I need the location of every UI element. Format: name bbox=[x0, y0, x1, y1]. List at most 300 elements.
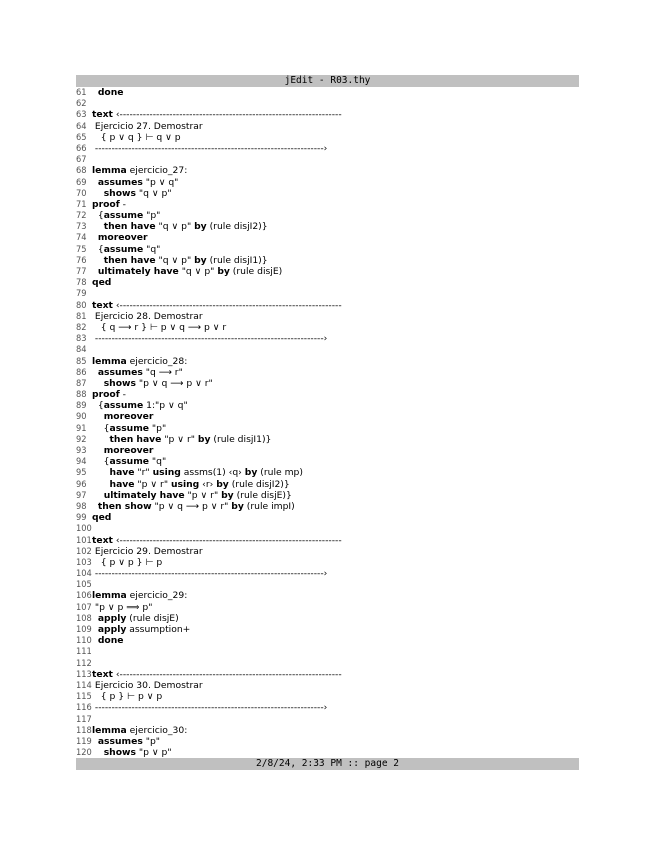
keyword: assume bbox=[103, 210, 144, 222]
code-line bbox=[76, 646, 579, 657]
line-number: 87 bbox=[76, 377, 87, 389]
code-text bbox=[92, 624, 579, 635]
code-segment: "q ∨ p" bbox=[155, 254, 195, 266]
code-line bbox=[76, 590, 579, 601]
code-segment: { q ⟶ r } ⊢ p ∨ q ⟶ p ∨ r bbox=[92, 321, 227, 333]
code-segment: (rule disjE) bbox=[229, 266, 283, 277]
code-segment: ‹------------------------------------------------------------------- bbox=[112, 109, 342, 121]
code-segment: "p ∨ r" bbox=[161, 433, 198, 445]
code-segment: (rule disjI1)} bbox=[210, 433, 272, 445]
code-segment bbox=[92, 434, 110, 445]
code-line bbox=[76, 266, 579, 277]
keyword: proof bbox=[92, 198, 120, 210]
line-number: 102 bbox=[76, 545, 92, 557]
line-number: 64 bbox=[76, 120, 87, 132]
code-line bbox=[76, 221, 579, 232]
code-segment: { p ∨ q } ⊢ q ∨ p bbox=[92, 131, 181, 143]
code-segment bbox=[92, 221, 104, 232]
code-line bbox=[76, 188, 579, 199]
code-text bbox=[92, 568, 579, 579]
line-number: 83 bbox=[76, 333, 87, 345]
code-segment bbox=[92, 490, 104, 501]
code-line bbox=[76, 411, 579, 422]
keyword: text bbox=[92, 299, 113, 311]
keyword: moreover bbox=[97, 232, 148, 244]
line-number: 103 bbox=[76, 556, 92, 568]
keyword: by bbox=[217, 266, 230, 277]
line-number: 111 bbox=[76, 646, 92, 658]
code-segment: "q ∨ p" bbox=[135, 187, 172, 199]
keyword: qed bbox=[92, 277, 112, 289]
line-number: 74 bbox=[76, 232, 87, 244]
line-number: 67 bbox=[76, 154, 87, 166]
line-number: 99 bbox=[76, 512, 87, 524]
code-segment: { p ∨ p } ⊢ p bbox=[92, 556, 163, 568]
code-line bbox=[76, 87, 579, 98]
code-text bbox=[92, 210, 579, 221]
page-header: jEdit - R03.thy bbox=[76, 75, 579, 87]
keyword: proof bbox=[92, 389, 120, 401]
code-line bbox=[76, 333, 579, 344]
line-number: 100 bbox=[76, 523, 92, 535]
keyword: shows bbox=[103, 377, 136, 389]
keyword: using bbox=[152, 467, 181, 479]
line-number: 92 bbox=[76, 433, 87, 445]
code-segment: - bbox=[119, 389, 126, 401]
code-line bbox=[76, 725, 579, 736]
code-line bbox=[76, 423, 579, 434]
code-listing bbox=[76, 87, 579, 758]
line-number: 105 bbox=[76, 579, 92, 591]
keyword: apply bbox=[97, 612, 127, 624]
code-text bbox=[92, 277, 579, 288]
code-line bbox=[76, 501, 579, 512]
line-number: 71 bbox=[76, 198, 87, 210]
code-text bbox=[92, 535, 579, 546]
code-segment bbox=[92, 188, 104, 199]
code-line bbox=[76, 210, 579, 221]
line-number: 61 bbox=[76, 87, 87, 98]
code-segment: - bbox=[119, 198, 126, 210]
code-segment: ---------------------------------------------------------------------› bbox=[92, 702, 328, 714]
code-text bbox=[92, 501, 579, 512]
code-text bbox=[92, 344, 579, 355]
code-line bbox=[76, 546, 579, 557]
code-line bbox=[76, 400, 579, 411]
keyword: lemma bbox=[92, 724, 127, 736]
code-segment bbox=[92, 255, 104, 266]
code-line bbox=[76, 658, 579, 669]
code-segment: "q" bbox=[149, 456, 167, 468]
code-segment: ---------------------------------------------------------------------› bbox=[92, 142, 328, 154]
code-line bbox=[76, 109, 579, 120]
code-line bbox=[76, 98, 579, 109]
page-footer: 2/8/24, 2:33 PM :: page 2 bbox=[76, 758, 579, 770]
code-segment: "q ⟶ r" bbox=[142, 366, 183, 378]
code-line bbox=[76, 255, 579, 266]
code-line bbox=[76, 479, 579, 490]
keyword: assume bbox=[109, 422, 150, 434]
code-text bbox=[92, 411, 579, 422]
code-text bbox=[92, 490, 579, 501]
keyword: then show bbox=[97, 500, 152, 512]
code-text bbox=[92, 680, 579, 691]
keyword: using bbox=[170, 478, 200, 490]
code-segment: "p" bbox=[143, 210, 161, 222]
line-number: 96 bbox=[76, 478, 87, 490]
code-segment: "q ∨ p" bbox=[155, 221, 195, 233]
line-number: 86 bbox=[76, 366, 87, 378]
line-number: 81 bbox=[76, 310, 87, 322]
line-number: 114 bbox=[76, 679, 92, 691]
line-number: 69 bbox=[76, 176, 87, 188]
line-number: 120 bbox=[76, 747, 92, 759]
line-number: 106 bbox=[76, 590, 92, 602]
code-line bbox=[76, 244, 579, 255]
keyword: lemma bbox=[92, 165, 127, 177]
code-segment: ‹r› bbox=[199, 478, 217, 490]
line-number: 119 bbox=[76, 735, 92, 747]
keyword: text bbox=[92, 109, 113, 121]
code-segment: { p } ⊢ p ∨ p bbox=[92, 691, 163, 703]
code-text bbox=[92, 602, 579, 613]
code-text bbox=[92, 512, 579, 523]
line-number: 109 bbox=[76, 624, 92, 635]
code-line bbox=[76, 568, 579, 579]
code-segment bbox=[92, 411, 104, 422]
code-text bbox=[92, 479, 579, 490]
code-text bbox=[92, 87, 579, 98]
code-text bbox=[92, 165, 579, 176]
code-segment: "p" bbox=[142, 735, 161, 747]
code-segment: ‹------------------------------------------------------------------- bbox=[112, 299, 342, 311]
line-number: 85 bbox=[76, 355, 87, 367]
code-text bbox=[92, 288, 579, 299]
code-line bbox=[76, 165, 579, 176]
keyword: shows bbox=[103, 747, 136, 759]
code-segment: (rule disjI2)} bbox=[228, 478, 290, 490]
line-number: 80 bbox=[76, 299, 87, 311]
code-line bbox=[76, 624, 579, 635]
code-line bbox=[76, 277, 579, 288]
code-line bbox=[76, 535, 579, 546]
code-line bbox=[76, 232, 579, 243]
code-segment: "p" bbox=[149, 422, 167, 434]
code-text bbox=[92, 635, 579, 646]
code-line bbox=[76, 367, 579, 378]
code-segment: "p ∨ p ⟹ p" bbox=[92, 601, 153, 613]
code-line bbox=[76, 747, 579, 758]
code-segment bbox=[92, 479, 110, 490]
line-number: 73 bbox=[76, 221, 87, 233]
code-segment bbox=[92, 445, 104, 456]
code-line bbox=[76, 669, 579, 680]
keyword: assumes bbox=[97, 735, 143, 747]
code-segment: (rule disjE) bbox=[126, 612, 179, 624]
code-text bbox=[92, 725, 579, 736]
code-segment: ---------------------------------------------------------------------› bbox=[92, 333, 328, 345]
keyword: text bbox=[92, 534, 113, 546]
line-number: 117 bbox=[76, 713, 92, 725]
code-segment: { bbox=[92, 243, 104, 255]
code-segment: Ejercicio 29. Demostrar bbox=[92, 545, 203, 557]
keyword: assumes bbox=[97, 176, 143, 188]
line-number: 90 bbox=[76, 411, 87, 423]
line-number: 107 bbox=[76, 601, 92, 613]
code-line bbox=[76, 691, 579, 702]
keyword: then have bbox=[109, 433, 162, 445]
code-segment: "q" bbox=[143, 243, 161, 255]
code-segment: { bbox=[92, 422, 110, 434]
code-text bbox=[92, 121, 579, 132]
code-line bbox=[76, 154, 579, 165]
keyword: ultimately have bbox=[103, 489, 185, 501]
code-segment: "p ∨ q ⟶ p ∨ r" bbox=[151, 500, 232, 512]
code-line bbox=[76, 445, 579, 456]
line-number: 112 bbox=[76, 657, 92, 669]
keyword: shows bbox=[103, 187, 136, 199]
code-line bbox=[76, 311, 579, 322]
keyword: by bbox=[216, 478, 229, 490]
line-number: 66 bbox=[76, 142, 87, 154]
code-line bbox=[76, 300, 579, 311]
code-segment: "q ∨ p" bbox=[178, 266, 218, 277]
code-line bbox=[76, 344, 579, 355]
code-text bbox=[92, 255, 579, 266]
code-segment: (rule mp) bbox=[257, 467, 303, 479]
code-text bbox=[92, 356, 579, 367]
line-number: 91 bbox=[76, 422, 87, 434]
line-number: 62 bbox=[76, 98, 87, 110]
keyword: done bbox=[97, 635, 124, 647]
code-segment: Ejercicio 27. Demostrar bbox=[92, 120, 203, 132]
line-number: 93 bbox=[76, 445, 87, 456]
keyword: assumes bbox=[97, 366, 143, 378]
code-text bbox=[92, 590, 579, 601]
code-line bbox=[76, 434, 579, 445]
code-segment bbox=[92, 467, 110, 478]
line-number: 77 bbox=[76, 266, 87, 277]
line-number: 70 bbox=[76, 187, 87, 199]
code-line bbox=[76, 143, 579, 154]
code-line bbox=[76, 635, 579, 646]
code-line bbox=[76, 132, 579, 143]
code-segment: ejercicio_29: bbox=[126, 590, 188, 602]
code-line bbox=[76, 523, 579, 534]
code-text bbox=[92, 669, 579, 680]
code-text bbox=[92, 333, 579, 344]
code-line bbox=[76, 389, 579, 400]
line-number: 95 bbox=[76, 467, 87, 479]
code-segment: "p ∨ r" bbox=[134, 478, 171, 490]
code-line bbox=[76, 378, 579, 389]
code-line bbox=[76, 512, 579, 523]
keyword: apply bbox=[97, 624, 127, 635]
line-number: 101 bbox=[76, 534, 92, 546]
code-segment: Ejercicio 30. Demostrar bbox=[92, 679, 203, 691]
code-text bbox=[92, 434, 579, 445]
code-text bbox=[92, 143, 579, 154]
printed-page bbox=[76, 75, 579, 770]
line-number: 72 bbox=[76, 210, 87, 222]
code-text bbox=[92, 445, 579, 456]
keyword: moreover bbox=[103, 445, 154, 456]
line-number: 82 bbox=[76, 321, 87, 333]
line-number: 108 bbox=[76, 612, 92, 624]
code-segment: "p ∨ r" bbox=[184, 489, 222, 501]
code-segment: ejercicio_30: bbox=[126, 724, 188, 736]
keyword: then have bbox=[103, 221, 156, 233]
keyword: qed bbox=[92, 512, 112, 524]
code-segment: ‹------------------------------------------------------------------- bbox=[112, 668, 342, 680]
line-number: 65 bbox=[76, 131, 87, 143]
code-text bbox=[92, 199, 579, 210]
keyword: have bbox=[109, 467, 135, 479]
line-number: 110 bbox=[76, 635, 92, 647]
code-segment: ejercicio_28: bbox=[126, 355, 188, 367]
line-number: 104 bbox=[76, 568, 92, 580]
line-number: 115 bbox=[76, 691, 92, 703]
line-number: 75 bbox=[76, 243, 87, 255]
code-segment: assms(1) ‹q› bbox=[180, 467, 245, 479]
code-text bbox=[92, 736, 579, 747]
code-segment: { bbox=[92, 400, 104, 412]
code-text bbox=[92, 579, 579, 590]
code-segment: ejercicio_27: bbox=[126, 165, 188, 177]
code-text bbox=[92, 658, 579, 669]
code-line bbox=[76, 490, 579, 501]
code-line bbox=[76, 356, 579, 367]
keyword: done bbox=[97, 87, 124, 98]
code-line bbox=[76, 579, 579, 590]
keyword: by bbox=[194, 221, 207, 233]
keyword: ultimately have bbox=[97, 266, 179, 277]
keyword: by bbox=[221, 489, 234, 501]
code-text bbox=[92, 311, 579, 322]
code-text bbox=[92, 557, 579, 568]
line-number: 113 bbox=[76, 668, 92, 680]
code-segment: (rule impI) bbox=[243, 500, 295, 512]
code-text bbox=[92, 389, 579, 400]
line-number: 68 bbox=[76, 165, 87, 177]
code-line bbox=[76, 557, 579, 568]
code-text bbox=[92, 177, 579, 188]
code-segment bbox=[92, 378, 104, 389]
code-text bbox=[92, 456, 579, 467]
code-line bbox=[76, 702, 579, 713]
code-segment: ---------------------------------------------------------------------› bbox=[92, 568, 328, 580]
code-text bbox=[92, 132, 579, 143]
code-line bbox=[76, 714, 579, 725]
code-segment: (rule disjI1)} bbox=[206, 254, 268, 266]
line-number: 88 bbox=[76, 389, 87, 401]
code-text bbox=[92, 702, 579, 713]
code-text bbox=[92, 221, 579, 232]
code-segment: "p ∨ q" bbox=[142, 176, 179, 188]
keyword: by bbox=[231, 500, 244, 512]
keyword: assume bbox=[103, 243, 144, 255]
keyword: assume bbox=[103, 400, 144, 412]
code-text bbox=[92, 646, 579, 657]
code-text bbox=[92, 691, 579, 702]
code-text bbox=[92, 613, 579, 624]
code-line bbox=[76, 602, 579, 613]
code-segment: { bbox=[92, 210, 104, 222]
code-segment: (rule disjI2)} bbox=[206, 221, 268, 233]
keyword: text bbox=[92, 668, 113, 680]
code-text bbox=[92, 523, 579, 534]
keyword: by bbox=[194, 254, 207, 266]
code-segment: 1:"p ∨ q" bbox=[143, 400, 188, 412]
keyword: assume bbox=[109, 456, 150, 468]
code-text bbox=[92, 98, 579, 109]
code-text bbox=[92, 714, 579, 725]
line-number: 78 bbox=[76, 277, 87, 289]
code-text bbox=[92, 400, 579, 411]
code-segment: assumption+ bbox=[126, 624, 191, 635]
code-text bbox=[92, 266, 579, 277]
code-line bbox=[76, 467, 579, 478]
line-number: 97 bbox=[76, 489, 87, 501]
code-line bbox=[76, 456, 579, 467]
code-segment: Ejercicio 28. Demostrar bbox=[92, 310, 203, 322]
code-text bbox=[92, 367, 579, 378]
line-number: 79 bbox=[76, 288, 87, 300]
code-segment: "p ∨ p" bbox=[135, 747, 172, 759]
code-line bbox=[76, 736, 579, 747]
line-number: 98 bbox=[76, 500, 87, 512]
code-line bbox=[76, 613, 579, 624]
keyword: have bbox=[109, 478, 135, 490]
code-text bbox=[92, 244, 579, 255]
code-text bbox=[92, 467, 579, 478]
code-text bbox=[92, 378, 579, 389]
code-segment: { bbox=[92, 456, 110, 468]
code-text bbox=[92, 109, 579, 120]
code-line bbox=[76, 199, 579, 210]
keyword: lemma bbox=[92, 590, 127, 602]
line-number: 94 bbox=[76, 456, 87, 468]
code-text bbox=[92, 322, 579, 333]
code-segment: "p ∨ q ⟶ p ∨ r" bbox=[135, 377, 213, 389]
keyword: by bbox=[197, 433, 211, 445]
code-line bbox=[76, 288, 579, 299]
keyword: by bbox=[244, 467, 258, 479]
keyword: moreover bbox=[103, 411, 154, 423]
code-text bbox=[92, 300, 579, 311]
code-text bbox=[92, 546, 579, 557]
code-text bbox=[92, 423, 579, 434]
code-text bbox=[92, 154, 579, 165]
code-text bbox=[92, 188, 579, 199]
code-segment bbox=[92, 747, 104, 758]
code-segment: ‹------------------------------------------------------------------- bbox=[112, 534, 342, 546]
code-text bbox=[92, 232, 579, 243]
line-number: 76 bbox=[76, 254, 87, 266]
line-number: 84 bbox=[76, 344, 87, 356]
line-number: 63 bbox=[76, 109, 87, 121]
line-number: 116 bbox=[76, 702, 92, 714]
line-number: 118 bbox=[76, 724, 92, 736]
code-segment: "r" bbox=[134, 467, 153, 479]
code-line bbox=[76, 322, 579, 333]
code-line bbox=[76, 680, 579, 691]
code-line bbox=[76, 177, 579, 188]
keyword: then have bbox=[103, 254, 156, 266]
code-line bbox=[76, 121, 579, 132]
code-segment: (rule disjE)} bbox=[233, 489, 292, 501]
line-number: 89 bbox=[76, 400, 87, 412]
